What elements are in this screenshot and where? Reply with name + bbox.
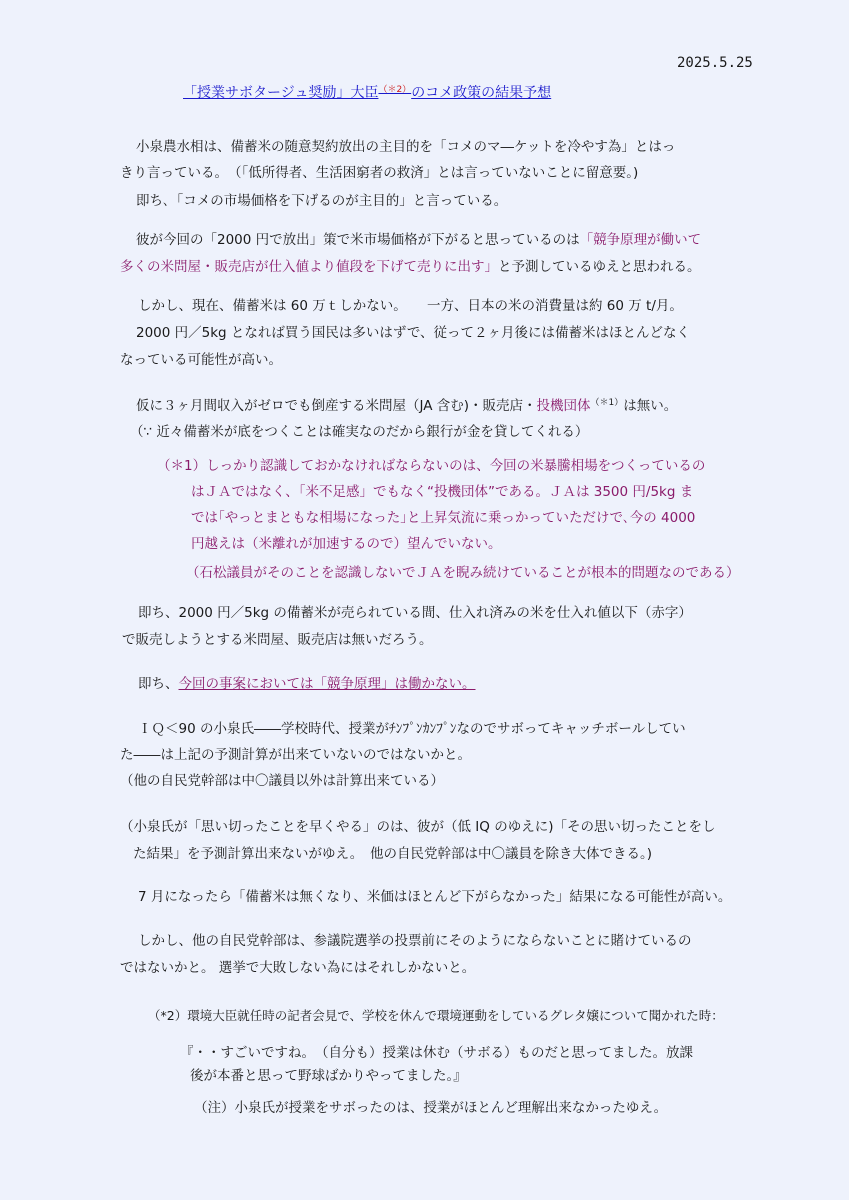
p10-line1: しかし、他の自民党幹部は、参議院選挙の投票前にそのようにならないことに賭けているの — [138, 933, 692, 949]
document-title — [183, 84, 551, 102]
p2-competition-quote: 「競争原理が働いて — [579, 232, 702, 248]
note1-line3: では｢やっとまともな相場になった｣と上昇気流に乗っかっていただけで､今の 4000 — [191, 510, 696, 526]
p1-line2: きり言っている。 （「低所得者、生活困窮者の救済」とは言っていないことに留意要。) — [120, 165, 639, 181]
p3-line2: 2000 円／5kg となれば買う国民は多いはずで、従って２ヶ月後には備蓄米はほとんどなく — [136, 325, 691, 341]
p6-line1-text: 即ち、 — [138, 676, 179, 692]
p7-line2: た――は上記の予測計算が出来ていないのではないかと。 — [120, 747, 471, 763]
p9-line1: 7 月になったら「備蓄米は無くなり、米価はほとんど下がらなかった」結果になる可能性が高い。 — [138, 889, 732, 905]
p4-footnote-ref: （＊1） — [590, 398, 624, 408]
p5-line2: で販売しようとする米問屋、販売店は無いだろう。 — [122, 632, 433, 648]
p8-line2: た結果」を予測計算出来ないがゆえ。 他の自民党幹部は中〇議員を除き大体できる。) — [133, 846, 653, 862]
note1-line2: はＪＡではなく、「米不足感」でもなく“投機団体”である。ＪＡは 3500 円/5kg ま — [191, 484, 694, 500]
note1-line1: （＊1）しっかり認識しておかなければならないのは、今回の米暴騰相場をつくっているの — [157, 458, 706, 474]
note2-line3: 後が本番と思って野球ばかりやってました。』 — [190, 1068, 467, 1084]
p2-line1-text: 彼が今回の「2000 円で放出」策で米市場価格が下がると思っているのは — [136, 232, 580, 248]
title-footnote-ref: （＊2） — [378, 85, 412, 95]
note1-line4: 円越えは（米離れが加速するので）望んでいない。 — [191, 536, 502, 552]
p1-line1: 小泉農水相は、備蓄米の随意契約放出の主目的を「コメのマ―ケットを冷やす為」とはっ — [136, 139, 676, 155]
p6-line1 — [138, 675, 476, 693]
note1-line5: （石松議員がそのことを認識しないでＪＡを睨み続けていることが根本的問題なのである） — [186, 565, 740, 581]
note2-line1: （*2）環境大臣就任時の記者会見で、学校を休んで環境運動をしているグレタ嬢について聞かれた時： — [148, 1008, 724, 1023]
p4-line1-end: は無い。 — [623, 398, 678, 414]
p5-line1: 即ち、2000 円／5kg の備蓄米が売られている間、仕入れ済みの米を仕入れ値以下（赤字） — [138, 605, 692, 621]
p7-line1: ＩＱ＜90 の小泉氏――学校時代、授業がﾁﾝﾌﾟﾝｶﾝﾌﾟﾝなのでサボってキャッチボールしてい — [138, 721, 686, 737]
p8-line1: （小泉氏が「思い切ったことを早くやる」のは、彼が（低 IQ のゆえに)「その思い切ったことをし — [120, 819, 716, 835]
note2-line4: （注）小泉氏が授業をサボったのは、授業がほとんど理解出来なかったゆえ。 — [194, 1100, 668, 1116]
p6-conclusion: 今回の事案においては「競争原理」は働かない。 — [178, 676, 476, 692]
p4-line2: （∵ 近々備蓄米が底をつくことは確実なのだから銀行が金を貸してくれる） — [130, 424, 589, 440]
title-main: 「授業サボタージュ奨励」大臣 — [183, 85, 379, 101]
p2-competition-quote-cont: 多くの米問屋・販売店が仕入値より値段を下げて売りに出す」 — [120, 259, 498, 275]
p3-line1: しかし、現在、備蓄米は 60 万ｔしかない。 一方、日本の米の消費量は約 60 万 t/月。 — [138, 298, 683, 314]
p3-line3: なっている可能性が高い。 — [120, 352, 282, 368]
p2-line1 — [136, 231, 701, 249]
p7-line3: （他の自民党幹部は中〇議員以外は計算出来ている） — [120, 773, 444, 789]
p10-line2: ではないかと。 選挙で大敗しない為にはそれしかないと。 — [120, 960, 476, 976]
p2-line2-text: と予測しているゆえと思われる。 — [498, 259, 701, 275]
p4-line1-text: 仮に３ヶ月間収入がゼロでも倒産する米問屋（JA 含む)・販売店・ — [136, 398, 537, 414]
p4-speculators: 投機団体 — [536, 398, 591, 414]
p2-line2 — [120, 258, 701, 276]
document-date: 2025.5.25 — [677, 55, 753, 71]
note2-line2: 『・・すごいですね。 （自分も）授業は休む（サボる）ものだと思ってました。放課 — [180, 1045, 693, 1061]
p1-line3: 即ち､「コメの市場価格を下げるのが主目的」と言っている。 — [136, 193, 508, 209]
title-suffix: のコメ政策の結果予想 — [411, 85, 552, 101]
p4-line1 — [136, 397, 677, 415]
